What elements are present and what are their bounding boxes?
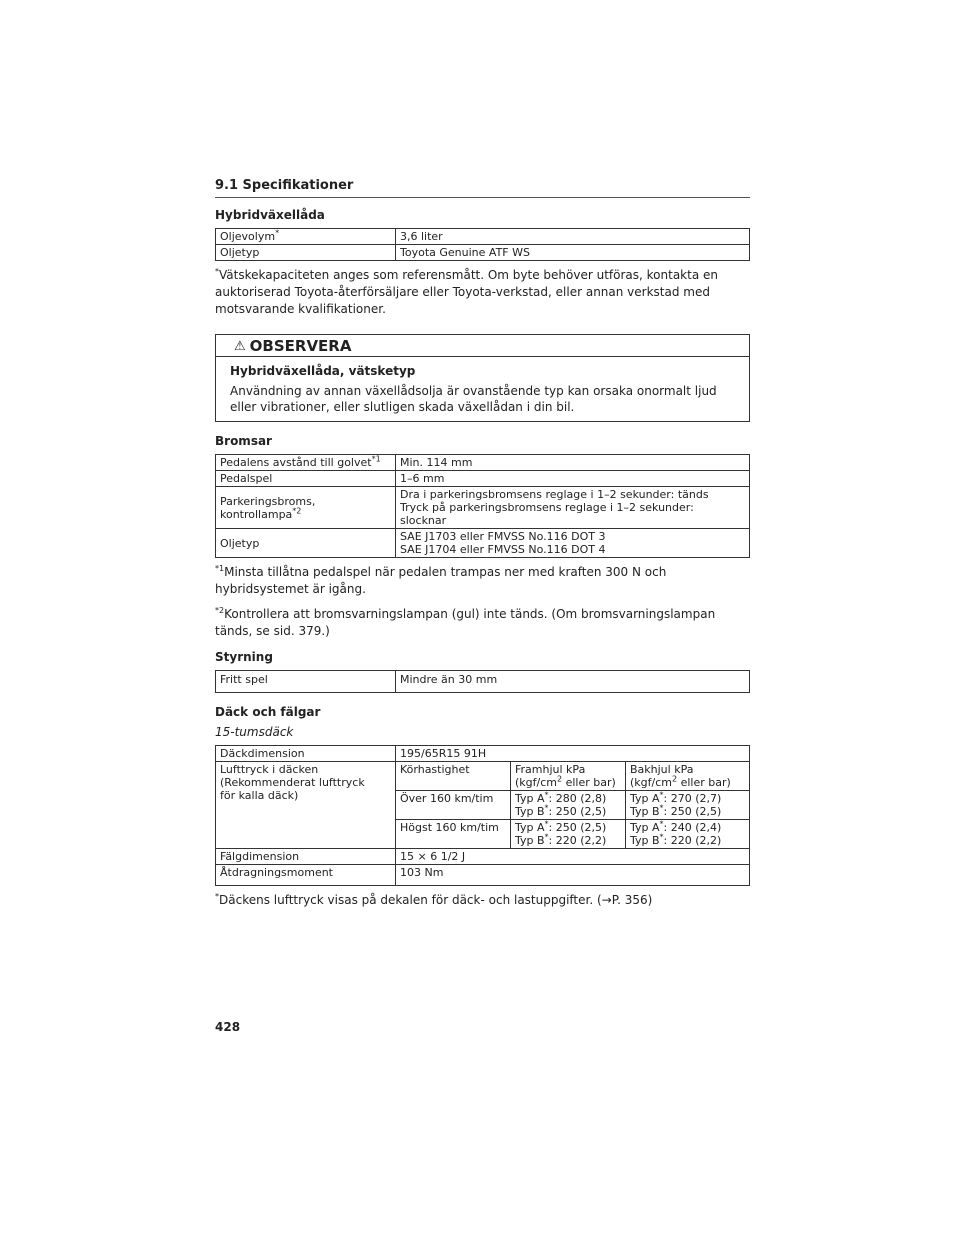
table-row: Oljetyp Toyota Genuine ATF WS [216,245,750,261]
brakes-footnote-1: $^{*1}$Minsta tillåtna pedalspel när pedalen trampas ner med kraften 300 N och hybridsystemet är igång. [215,564,667,596]
table-row: Oljevolym* 3,6 liter [216,229,750,245]
table-row: Fritt spel Mindre än 30 mm [216,671,750,693]
steering-heading: Styrning [215,650,273,664]
tires-footnote: *Däckens lufttryck visas på dekalen för däck- och lastuppgifter. (→P. 356) [215,892,653,907]
section-title: 9.1 Specifikationer [215,178,750,198]
observera-title: OBSERVERA [249,337,352,355]
table-row: Högst 160 km/tim Typ A*: 250 (2,5) Typ B*: 220 (2,2) Typ A*: 240 (2,4) Typ B*: 220 (2,2) [216,820,750,849]
table-row: Pedalens avstånd till golvet$^{*1}$ Min. 114 mm [216,455,750,471]
hybrid-table [215,228,750,261]
hybrid-footnote: *Vätskekapaciteten anges som referensmått. Om byte behöver utföras, kontakta en auktoriserad Toyota-återförsäljare eller Toyota-verkstad, eller annan verkstad med motsvarande kvalifikationer. [215,267,718,316]
table-row: Lufttryck i däcken (Rekommenderat lufttryck för kalla däck) Körhastighet Framhjul kPa ($kgf/cm^2$ eller bar) Bakhjul kPa ($kgf/cm^2$ eller bar) [216,762,750,791]
table-row: Åtdragningsmoment 103 Nm [216,865,750,886]
brakes-table [215,454,750,558]
hybrid-heading: Hybridväxellåda [215,208,325,222]
observera-subtitle: Hybridväxellåda, vätsketyp [230,364,416,378]
table-row: Parkeringsbroms, kontrollampa$^{*2}$ Dra i parkeringsbromsens reglage i 1–2 sekunder: tänds Tryck på parkeringsbromsens reglage i 1–2 sekunder: slocknar [216,487,750,529]
observera-header [216,335,749,357]
table-row: Däckdimension 195/65R15 91H [216,746,750,762]
page-number: 428 [215,1020,241,1034]
tires-table [215,745,750,886]
tires-subheading: 15-tumsdäck [215,725,294,739]
page-content [215,178,750,917]
steering-table [215,670,750,693]
observera-box [215,334,750,422]
table-row: Oljetyp SAE J1703 eller FMVSS No.116 DOT 3 SAE J1704 eller FMVSS No.116 DOT 4 [216,529,750,558]
table-row: Fälgdimension 15 × 6 1/2 J [216,849,750,865]
table-row: Över 160 km/tim Typ A*: 280 (2,8) Typ B*: 250 (2,5) Typ A*: 270 (2,7) Typ B*: 250 (2,5) [216,791,750,820]
brakes-footnote-2: $^{*2}$Kontrollera att bromsvarningslampan (gul) inte tänds. (Om bromsvarningslampan tänds, se sid. 379.) [215,606,716,638]
observera-text: Användning av annan växellådsolja är ovanstående typ kan orsaka onormalt ljud eller vibrationer, eller slutligen skada växellådan i din bil. [230,384,717,414]
warning-icon: ⚠ [234,338,246,354]
table-row: Pedalspel 1–6 mm [216,471,750,487]
brakes-heading: Bromsar [215,434,272,448]
tires-heading: Däck och fälgar [215,705,321,719]
